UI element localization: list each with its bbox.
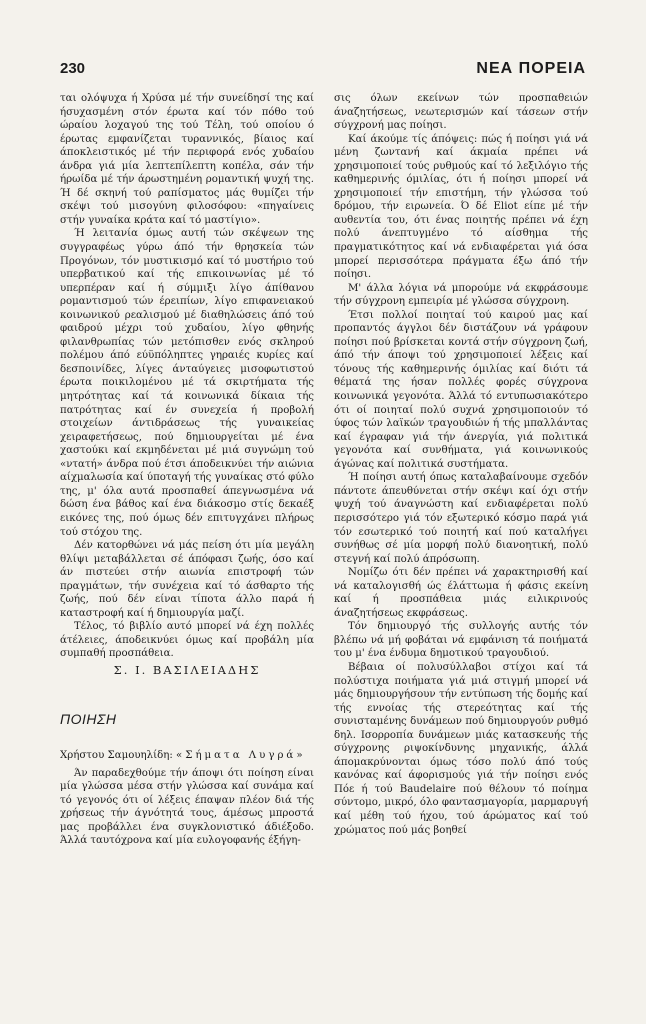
review-title: [60, 749, 314, 763]
paragraph: Τόν δημιουργό τής συλλογής αυτής τόν βλέπω νά μή φοβάται νά εμφάνιση τά ποιήματά του μ' ένα ένδυμα δημοτικού τραγουδιού.: [334, 621, 588, 660]
author-signature: Σ. Ι. ΒΑΣΙΛΕΙΑΔΗΣ: [113, 662, 261, 677]
paragraph: Νομίζω ότι δέν πρέπει νά χαρακτηρισθή καί νά καταλογισθή ώς έλάττωμα ή φάσις εκείνη καί ή προσπάθεια μιάς ειλικρινούς άναζητήσεως εκφράσεως.: [334, 567, 588, 619]
page-number: 230: [60, 60, 86, 77]
paragraph: Ή λειτανία όμως αυτή τών σκέψεων της συγγραφέως γύρω άπό τήν θρησκεία τών Προγόνων, τόν μυστικισμό καί τό μυστήριο τού υπερβατικού καί τής επικοινωνίας μέ τό υπερπέραν καί ή σύμμιξι λίγο άπίθανου ρομαντισμού τών έρειπίων, λίγο επιφανειακού κοινωνικού ρεαλισμού μέ διαθηλώσεις άπό τού φαιδρού μέχρι τού χυδαίου, λίγο φθηνής φιλανθρωπίας τών μετόπισθεν ενός σκληρού πολέμου άπό εύϋπόληπτες γηραιές κυρίες καί δεσποινίδες, λίγες άνταύγειες μισοφωτιστού έρωτα ποικιλομένου μέ τά σκιρτήματα τής μητρότητας καί τά κοινωνικά δίκαια τής πατρότητας καί έν συνεχεία ή προβολή στοιχείων άντιδράσεως τής γυναικείας χειραφετήσεως, πού δημιουργείται μέ ένα χαστούκι καί εκμηδένεται μέ μιά συγνώμη τού «ντατή» άνδρα πού έτσι άποδεικνύει τήν αιώνια αίχμαλωσία καί ύποταγή τής γυναίκας στό φύλο της, μ' όλα αυτά προσπαθεί άπεγνωσμένα νά δώση ένα βάθος καί ένα διάκοσμο στίς δεκαέξ εικόνες της, πού όμως δέν επιτυγχάνει πλήρως τού στόχου της.: [60, 228, 314, 538]
paragraph: Τέλος, τό βιβλίο αυτό μπορεί νά έχη πολλές άτέλειες, άποδεικνύει όμως καί προβάλη μία συμπαθή προσπάθεια.: [60, 621, 314, 660]
text-columns: [60, 92, 588, 1004]
journal-title: ΝΕΑ ΠΟΡΕΙΑ: [476, 60, 586, 77]
right-column: [334, 92, 588, 1004]
page-header: [60, 60, 586, 82]
review-author: Χρήστου Σαμουηλίδη:: [60, 749, 173, 761]
paragraph: Καί άκούμε τίς άπόψεις: πώς ή ποίησι γιά νά μένη ζωντανή καί άκμαία πρέπει νά χρησιμοποιεί τούς ρυθμούς καί τό λεξιλόγιο τής καθημερινής όμιλίας, ότι ή ποίησι μπορεί νά χρησιμοποιεί τήν επιστήμη, τήν γλώσσα τού δρόμου, τήν ειρωνεία. Ό δέ Eliot είπε μέ τήν αυθεντία του, ότι ένας ποιητής πρέπει νά έχη πολύ άνεπτυγμένο τό αίσθημα τής πραγματικότητος καί νά ενδιαφέρεται γιά όσα μπορεί περισσότερα πράγματα έξω άπό τήν ποίησι.: [334, 133, 588, 281]
paragraph: Βέβαια οί πολυσύλλαβοι στίχοι καί τά πολύστιχα ποιήματα γιά μιά στιγμή μπορεί νά μάς δημιουργήσουν τήν εντύπωση τής δομής καί τής εννοίας τής στερεότητας καί τής συνισταμένης δυνάμεων πού δημιουργούν ρυθμό δηλ. Ισορροπία δυνάμεων μιάς κατασκευής τής σύγχρονης ριψοκίνδυνης μηχανικής, άλλά άπομακρύνονται όμως τόσο πολύ άπό τούς κανόνας καί άφορισμούς γιά τήν ποίησι ενός Πόε ή τού Baudelaire πού θέλουν τό ποίημα σύντομο, μικρό, όλο φαντασμαγορία, μαρμαρυγή καί μέθη τού ήχου, τού άρώματος καί τού χρώματος πού μάς βοηθεί: [334, 661, 588, 836]
paragraph: ται ολόψυχα ή Χρύσα μέ τήν συνείδησί της καί ήσυχασμένη στόν έρωτα καί τόν πόθο τού ώραίου λοχαγού της τού Τέλη, τού οποίου ό έρωτας εμφανίζεται τυραννικός, βίαιος καί άποκλειστικός μέ τήν περιφορά ενός χυδαίου άνδρα γιά μία λεπτεπίλεπτη κοπέλα, σάν τήν ήρωίδα μέ τήν άρωστημένη ρομαντική ψυχή της. Ή δέ σκηνή τού ραπίσματος μάς θυμίζει τήν σκέψι τού μισογύνη φιλοσόφου: «πηγαίνεις στήν γυναίκα κράτα καί τό μαστίγιο».: [60, 93, 314, 226]
paragraph: Έτσι πολλοί ποιηταί τού καιρού μας καί προπαντός άγγλοι δέν διστάζουν νά γράφουν ποίησι πού βρίσκεται κοντά στήν σύγχρονη ζωή, άπό τήν άποψι τού χρησιμοποιεί λέξεις καί τόνους τής καθημερινής όμιλίας καί διότι τά θέματά της ήσαν πολλές φορές σύγχρονα κοινωνικά γεγονότα. Άλλά τό εντυπωσιακότερο ότι οί ποιηταί πολύ συχνά χρησιμοποιούν τό ύφος τών λαϊκών τραγουδιών ή τής μπαλλάντας καί έγραφαν γιά τήν άνεργία, γιά πολιτικά γεγονότα καί συνθήματα, γιά κοινωνικούς άγώνας καί πολιτικά συστήματα.: [334, 309, 588, 470]
paragraph: Ή ποίησι αυτή όπως καταλαβαίνουμε σχεδόν πάντοτε άπευθύνεται στήν σκέψι καί όχι στήν ψυχή τού άναγνώστη καί ενδιαφέρεται πολύ περισσότερο γιά τόν εξωτερικό κόσμο παρά γιά τόν εσωτερικό τού ποιητή καί πού καταλήγει συνήθως σέ μία μορφή πολύ διανοητική, πολύ στεγνή καί πολύ άπρόσωπη.: [334, 472, 588, 565]
paragraph: Δέν κατορθώνει νά μάς πείση ότι μία μεγάλη θλίψι μεταβάλλεται σέ άπόφασι ζωής, όσο καί άν πιστεύει στήν αιωνία επιστροφή τών πραγμάτων, τήν συνέχεια καί τό άσθαρτο τής ζωής, πού δέν είναι τίποτα άλλο παρά ή καταστροφή καί ή δημιουργία μαζί.: [60, 540, 314, 619]
review-book-title: «Σήματα Λυγρά»: [176, 749, 306, 761]
paragraph: Άν παραδεχθούμε τήν άποψι ότι ποίηση είναι μία γλώσσα μέσα στήν γλώσσα καί συνάμα καί τό γεγονός ότι οί λέξεις έπαψαν πλέον διά τής χρήσεως τήν άγνότητά τους, άμέσως μπροστά μας προβάλλει ένα συγκλονιστικό άδιέξοδο. Άλλά ταυτόχρονα καί μία ευλογοφανής έξήγη-: [60, 767, 314, 847]
paragraph: Μ' άλλα λόγια νά μπορούμε νά εκφράσουμε τήν σύγχρονη εμπειρία μέ γλώσσα σύγχρονη.: [334, 282, 588, 308]
paragraph: σις όλων εκείνων τών προσπαθειών άναζητήσεως, νεωτερισμών καί τάσεων στήν σύγχρονή μας ποίησι.: [334, 93, 588, 132]
section-heading: ΠΟΙΗΣΗ: [60, 710, 117, 727]
left-column: [60, 92, 314, 1004]
